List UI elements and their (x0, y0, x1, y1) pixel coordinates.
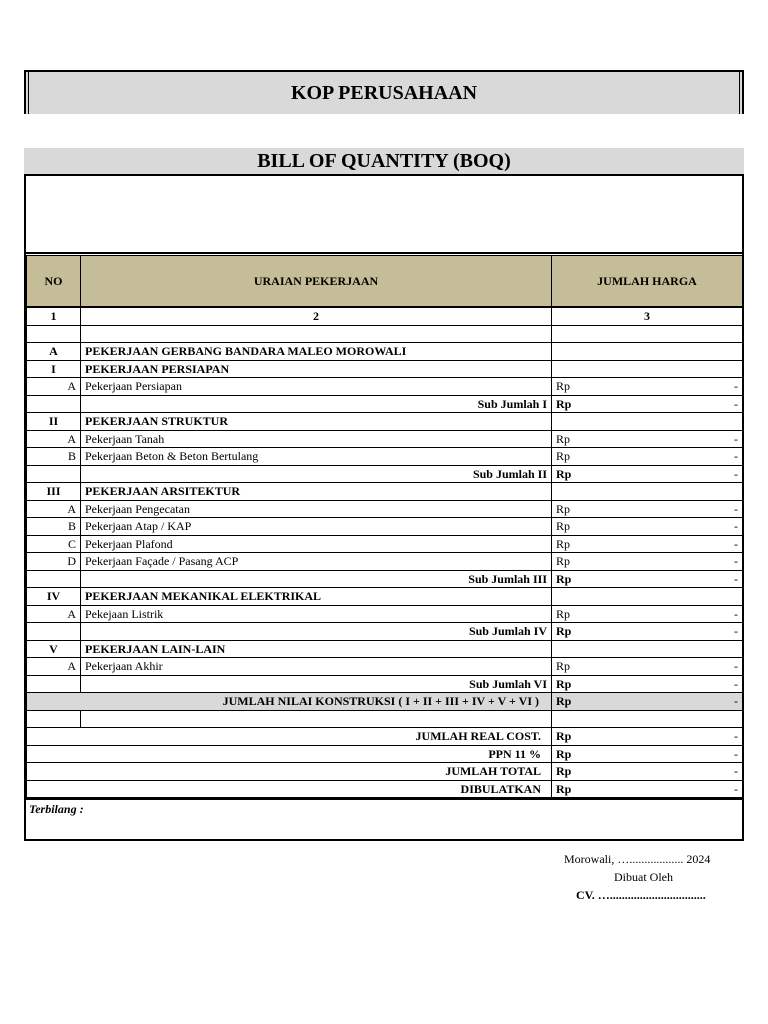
item-row (27, 605, 743, 623)
spacer (81, 710, 552, 728)
amount-value: - (734, 729, 738, 744)
subtotal-label: Sub Jumlah I (81, 395, 552, 413)
header-no: NO (27, 256, 81, 308)
currency-label: Rp (556, 379, 571, 394)
amount-value: - (734, 694, 738, 709)
spacer (27, 710, 81, 728)
currency-label: Rp (556, 449, 571, 464)
subtotal-no (27, 675, 81, 693)
currency-label: Rp (556, 554, 571, 569)
item-amount (552, 500, 743, 518)
item-amount (552, 448, 743, 466)
item-amount (552, 535, 743, 553)
item-no: A (27, 378, 81, 396)
spacer-row (27, 325, 743, 343)
section-label: PEKERJAAN ARSITEKTUR (81, 483, 552, 501)
item-label: Pekerjaan Beton & Beton Bertulang (81, 448, 552, 466)
section-amount (552, 483, 743, 501)
item-label: Pekerjaan Atap / KAP (81, 518, 552, 536)
total-amount (552, 780, 743, 798)
section-label: PEKERJAAN MEKANIKAL ELEKTRIKAL (81, 588, 552, 606)
subtotal-label: Sub Jumlah VI (81, 675, 552, 693)
currency-label: Rp (556, 746, 572, 761)
header-jumlah: JUMLAH HARGA (552, 256, 743, 308)
section-amount (552, 640, 743, 658)
subtotal-label: Sub Jumlah IV (81, 623, 552, 641)
subtotal-label: Sub Jumlah III (81, 570, 552, 588)
spacer (552, 710, 743, 728)
item-no: A (27, 500, 81, 518)
subtotal-row (27, 570, 743, 588)
total-row (27, 745, 743, 763)
section-no: I (27, 360, 81, 378)
subtotal-amount (552, 623, 743, 641)
subtotal-no (27, 623, 81, 641)
amount-value: - (734, 624, 738, 639)
currency-label: Rp (556, 519, 571, 534)
amount-value: - (734, 659, 738, 674)
subtotal-row (27, 395, 743, 413)
section-no: V (27, 640, 81, 658)
section-row (27, 413, 743, 431)
header-uraian: URAIAN PEKERJAAN (81, 256, 552, 308)
currency-label: Rp (556, 764, 572, 779)
subtotal-row (27, 675, 743, 693)
subtotal-amount (552, 570, 743, 588)
subtotal-label: Sub Jumlah II (81, 465, 552, 483)
amount-value: - (734, 746, 738, 761)
section-amount (552, 360, 743, 378)
subtotal-amount (552, 465, 743, 483)
currency-label: Rp (556, 694, 572, 709)
item-amount (552, 378, 743, 396)
total-row (27, 763, 743, 781)
grand-total-row (27, 693, 743, 711)
amount-value: - (734, 396, 738, 411)
item-amount (552, 553, 743, 571)
item-no: C (27, 535, 81, 553)
total-row (27, 728, 743, 746)
amount-value: - (734, 606, 738, 621)
section-row (27, 640, 743, 658)
amount-value: - (734, 536, 738, 551)
item-row (27, 500, 743, 518)
currency-label: Rp (556, 659, 571, 674)
section-label: PEKERJAAN STRUKTUR (81, 413, 552, 431)
letterhead (24, 70, 744, 114)
item-amount (552, 518, 743, 536)
total-label: DIBULATKAN (27, 780, 552, 798)
section-label: PEKERJAAN PERSIAPAN (81, 360, 552, 378)
total-label: JUMLAH TOTAL (27, 763, 552, 781)
project-label: PEKERJAAN GERBANG BANDARA MALEO MOROWALI (81, 343, 552, 361)
item-row (27, 518, 743, 536)
item-row (27, 535, 743, 553)
total-row (27, 780, 743, 798)
section-row (27, 588, 743, 606)
index-jumlah: 3 (552, 307, 743, 325)
item-label: Pekerjaan Plafond (81, 535, 552, 553)
item-no: B (27, 518, 81, 536)
currency-label: Rp (556, 624, 572, 639)
project-row (27, 343, 743, 361)
item-row (27, 658, 743, 676)
currency-label: Rp (556, 466, 572, 481)
index-uraian: 2 (81, 307, 552, 325)
item-label: Pekerjaan Tanah (81, 430, 552, 448)
amount-value: - (734, 781, 738, 796)
currency-label: Rp (556, 536, 571, 551)
item-amount (552, 430, 743, 448)
item-label: Pekejaan Listrik (81, 605, 552, 623)
document-title-text: BILL OF QUANTITY (BOQ) (257, 149, 511, 172)
total-amount (552, 763, 743, 781)
total-amount (552, 745, 743, 763)
header-row (27, 256, 743, 308)
currency-label: Rp (556, 571, 572, 586)
total-amount (552, 728, 743, 746)
terbilang-divider (24, 798, 744, 800)
item-row (27, 378, 743, 396)
grand-total-label: JUMLAH NILAI KONSTRUKSI ( I + II + III + IV + V + VI ) (27, 693, 552, 711)
spacer-row (27, 710, 743, 728)
section-no: II (27, 413, 81, 431)
currency-label: Rp (556, 781, 572, 796)
subtotal-no (27, 465, 81, 483)
grand-total-amount (552, 693, 743, 711)
section-row (27, 360, 743, 378)
item-no: A (27, 658, 81, 676)
amount-value: - (734, 431, 738, 446)
amount-value: - (734, 449, 738, 464)
amount-value: - (734, 466, 738, 481)
index-row (27, 307, 743, 325)
item-no: A (27, 430, 81, 448)
subtotal-amount (552, 675, 743, 693)
section-amount (552, 413, 743, 431)
item-amount (552, 658, 743, 676)
amount-value: - (734, 764, 738, 779)
place-date: Morowali, ….................. 2024 (564, 852, 711, 866)
project-no: A (27, 343, 81, 361)
amount-value: - (734, 676, 738, 691)
made-by: Dibuat Oleh (614, 870, 673, 884)
item-label: Pekerjaan Persiapan (81, 378, 552, 396)
subtotal-no (27, 395, 81, 413)
boq-table (26, 255, 743, 798)
blank-header-area (24, 176, 744, 254)
item-row (27, 448, 743, 466)
subtotal-no (27, 570, 81, 588)
item-label: Pekerjaan Akhir (81, 658, 552, 676)
item-label: Pekerjaan Façade / Pasang ACP (81, 553, 552, 571)
item-label: Pekerjaan Pengecatan (81, 500, 552, 518)
terbilang-label: Terbilang : (29, 802, 84, 816)
currency-label: Rp (556, 676, 572, 691)
total-label: PPN 11 % (27, 745, 552, 763)
item-no: A (27, 605, 81, 623)
section-amount (552, 588, 743, 606)
item-row (27, 553, 743, 571)
company-name: CV. …................................ (576, 888, 706, 902)
item-row (27, 430, 743, 448)
currency-label: Rp (556, 729, 572, 744)
index-no: 1 (27, 307, 81, 325)
section-no: IV (27, 588, 81, 606)
total-label: JUMLAH REAL COST. (27, 728, 552, 746)
item-amount (552, 605, 743, 623)
section-no: III (27, 483, 81, 501)
currency-label: Rp (556, 396, 572, 411)
section-row (27, 483, 743, 501)
amount-value: - (734, 554, 738, 569)
amount-value: - (734, 519, 738, 534)
amount-value: - (734, 501, 738, 516)
item-no: B (27, 448, 81, 466)
amount-value: - (734, 379, 738, 394)
subtotal-row (27, 465, 743, 483)
subtotal-row (27, 623, 743, 641)
amount-value: - (734, 571, 738, 586)
currency-label: Rp (556, 501, 571, 516)
letterhead-text: KOP PERUSAHAAN (290, 81, 478, 104)
currency-label: Rp (556, 431, 571, 446)
section-label: PEKERJAAN LAIN-LAIN (81, 640, 552, 658)
item-no: D (27, 553, 81, 571)
currency-label: Rp (556, 606, 571, 621)
document-title (24, 148, 744, 174)
subtotal-amount (552, 395, 743, 413)
